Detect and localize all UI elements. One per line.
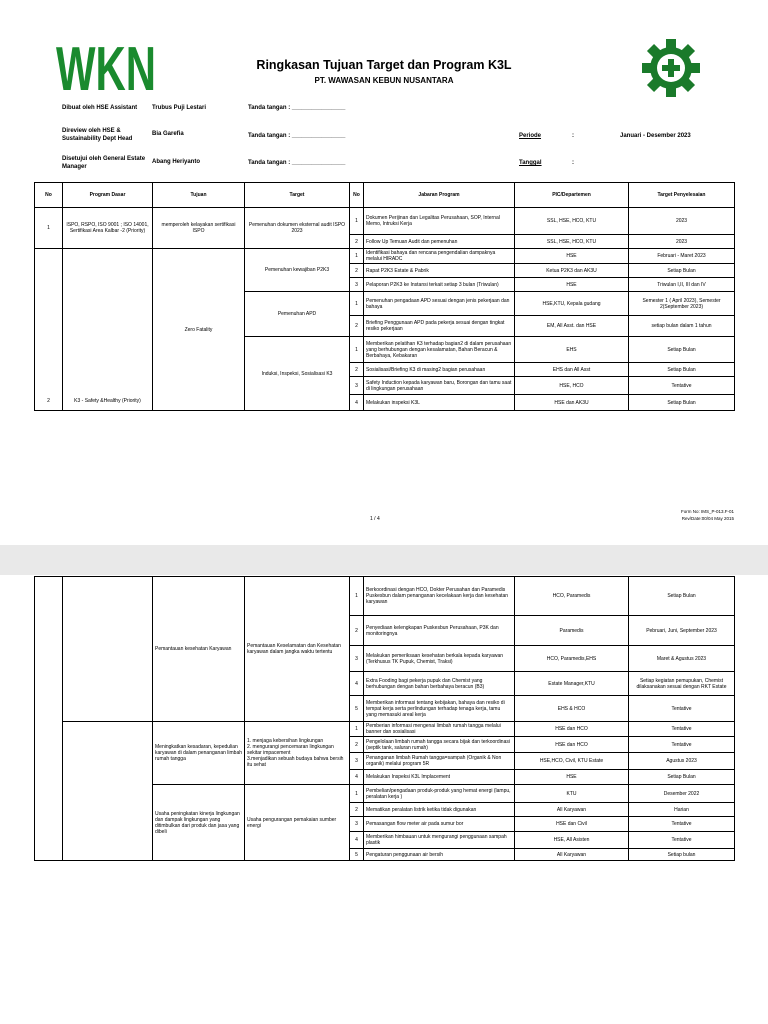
tanggal-separator: :	[572, 160, 574, 166]
prepared-by-label: Dibuat oleh HSE Assistant	[62, 105, 138, 111]
periode-label: Periode	[519, 133, 542, 139]
program-dasar: ISPO, RSPO, ISO 9001 ; ISO 14001, Sertifikasi Area Kalbar -2 (Priority)	[63, 208, 153, 249]
selesai: Agustus 2023	[629, 753, 735, 770]
jabaran: Pengelolaan limbah rumah tangga secara bijak dan terkoordinasi (septik tank, saluran rumah)	[364, 737, 515, 753]
pic: Estate Manager,KTU	[515, 672, 629, 696]
target: Pemantauan Keselamatan dan Kesehatan karyawan dalam jangka waktu tertentu	[245, 577, 350, 722]
jabaran: Identifikasi bahaya dan rencana pengendalian dampaknya melalui HIRADC	[364, 249, 515, 264]
jabaran: Memberikan informasi tentang kebijakan, bahaya dan resiko di tempat kerja serta perlindungan terhadap tenaga kerja, tamu yang memasuki areal kerja	[364, 696, 515, 722]
table-row	[35, 208, 735, 235]
selesai: Tentative	[629, 832, 735, 849]
selesai: Semester 1 ( April 2023), Semester 2(September 2023)	[629, 292, 735, 316]
row-no: 2	[350, 803, 364, 817]
target: Usaha pengurangan pemakaian sumber energi	[245, 785, 350, 861]
row-no: 2	[350, 616, 364, 646]
col-tujuan: Tujuan	[153, 183, 245, 208]
row-no: 2	[350, 235, 364, 249]
jabaran: Pelaporan P2K3 ke Instansi terkait setiap 3 bulan (Triwulan)	[364, 278, 515, 292]
row-no: 1	[350, 292, 364, 316]
selesai: Tentative	[629, 737, 735, 753]
row-no: 4	[350, 672, 364, 696]
pic: HSE dan Civil	[515, 817, 629, 832]
pic: All Karyawan	[515, 849, 629, 861]
col-target: Target	[245, 183, 350, 208]
periode-separator: :	[572, 133, 574, 139]
pic: Paramedis	[515, 616, 629, 646]
approved-by-label: Disetujui oleh General Estate Manager	[62, 156, 146, 170]
jabaran: Follow Up Temuan Audit dan pemenuhan	[364, 235, 515, 249]
pic: HSE	[515, 249, 629, 264]
col-jabaran-program: Jabaran Program	[364, 183, 515, 208]
wkn-logo	[56, 35, 158, 104]
col-program-dasar: Program Dasar	[63, 183, 153, 208]
selesai: Harian	[629, 803, 735, 817]
jabaran: Pemasangan flow meter air pada sumur bor	[364, 817, 515, 832]
prepared-by-name: Trubus Puji Lestari	[152, 105, 207, 111]
pic: HSE dan HCO	[515, 737, 629, 753]
selesai: Setiap Bulan	[629, 395, 735, 411]
selesai: Setiap Bulan	[629, 577, 735, 616]
group-no: 1	[35, 208, 63, 249]
group-no: 2	[35, 249, 63, 411]
jabaran: Memberikan himbauan untuk mengurangi penggunaan sampah plastik	[364, 832, 515, 849]
tujuan: memperoleh kelayakan sertifikasi ISPO	[153, 208, 245, 249]
group-no	[35, 577, 63, 861]
jabaran: Pemberian informasi mengenai limbah rumah tangga melalui banner dan sosialisasi	[364, 722, 515, 737]
jabaran: Penanganan limbah Rumah tangga=sampah (Organik & Non organik) melalui program 5R	[364, 753, 515, 770]
row-no: 1	[350, 577, 364, 616]
pic: HSE dan HCO	[515, 722, 629, 737]
pic: EM, All Asst. dan HSE	[515, 316, 629, 337]
row-no: 1	[350, 208, 364, 235]
reviewed-by-name: Bia Garefia	[152, 131, 184, 137]
program-table-page-2	[34, 576, 735, 861]
periode-value: Januari - Desember 2023	[620, 133, 691, 139]
row-no: 4	[350, 832, 364, 849]
row-no: 2	[350, 737, 364, 753]
row-no: 2	[350, 363, 364, 377]
selesai: 2023	[629, 208, 735, 235]
selesai: Maret & Agustus 2023	[629, 646, 735, 672]
program-dasar	[63, 722, 153, 861]
table-row	[35, 249, 735, 264]
col-pic: PIC/Departemen	[515, 183, 629, 208]
col-no: No	[35, 183, 63, 208]
program-dasar: K3 - Safety &Healthy (Priority)	[63, 249, 153, 411]
pic: HSE,KTU, Kepala gudang	[515, 292, 629, 316]
target: Pemenuhan kewajiban P2K3	[245, 249, 350, 292]
row-no: 1	[350, 249, 364, 264]
row-no: 3	[350, 377, 364, 395]
tanggal-label: Tanggal	[519, 160, 542, 166]
pic: KTU	[515, 785, 629, 803]
pic: SSL, HSE, HCO, KTU	[515, 208, 629, 235]
target-list	[245, 722, 350, 785]
pic: EHS & HCO	[515, 696, 629, 722]
pic: HSE,HCO, Civil, KTU Estate	[515, 753, 629, 770]
jabaran: Pembelian/pengadaan produk-produk yang hemat energi (lampu, peralatan kerja )	[364, 785, 515, 803]
tujuan: Meningkatkan kesadaran, kepedulian karyawan di dalam penanganan limbah rumah tangga	[153, 722, 245, 785]
program-dasar	[63, 577, 153, 722]
jabaran: Sosialisasi/Briefing K3 di masing2 bagian perusahaan	[364, 363, 515, 377]
pic: HCO, Paramedis,EHS	[515, 646, 629, 672]
row-no: 2	[350, 264, 364, 278]
jabaran: Memberikan pelatihan K3 terhadap bagian2 di dalam perusahaan yang berhubungan dengan kesalamatan, Bahan Beracun & Berbahaya, Kebakaran	[364, 337, 515, 363]
selesai: setiap bulan dalam 1 tahun	[629, 316, 735, 337]
tujuan: Zero Fatality	[153, 249, 245, 411]
jabaran: Melakukan pemeriksaan kesehatan berkala kepada karyawan (Terkhusus TK Pupuk, Chemist, Traksi)	[364, 646, 515, 672]
pic: HSE	[515, 278, 629, 292]
selesai: Tentative	[629, 817, 735, 832]
row-no: 3	[350, 753, 364, 770]
selesai: Setiap Bulan	[629, 770, 735, 785]
revision-date: Rev/Date:00/04 May 2015	[681, 516, 734, 521]
jabaran: Dokumen Perijinan dan Legalitas Perusahaan, SOP, Internal Memo, Intruksi Kerja	[364, 208, 515, 235]
target: Pemenuhan dokumen eksternal audit ISPO 2023	[245, 208, 350, 249]
selesai: Desember 2022	[629, 785, 735, 803]
jabaran: Safety Induction kepada karyawan baru, Borongan dan tamu saat di lingkungan perusahaan	[364, 377, 515, 395]
pic: SSL, HSE, HCO, KTU	[515, 235, 629, 249]
row-no: 1	[350, 337, 364, 363]
selesai: Tentative	[629, 696, 735, 722]
pic: EHS	[515, 337, 629, 363]
jabaran: Pengaturan penggunaan air bersih	[364, 849, 515, 861]
jabaran: Mematikan peralatan listrik ketika tidak digunakan	[364, 803, 515, 817]
pic: HCO, Paramedis	[515, 577, 629, 616]
selesai: Setiap bulan	[629, 849, 735, 861]
pic: HSE, All Asisten	[515, 832, 629, 849]
jabaran: Penyediaan kelengkapan Puskesbun Perusahaan, P3K dan monitoringnya	[364, 616, 515, 646]
reviewed-by-signature: Tanda tangan : ________________	[248, 133, 346, 139]
selesai: 2023	[629, 235, 735, 249]
form-info	[660, 508, 734, 522]
pic: HSE dan AK3U	[515, 395, 629, 411]
table-row	[35, 577, 735, 616]
program-table-page-1	[34, 182, 735, 411]
document-title: Ringkasan Tujuan Target dan Program K3L	[256, 58, 512, 72]
wkn-logo-text: WKN	[56, 35, 156, 104]
col-no-2: No	[350, 183, 364, 208]
row-no: 3	[350, 278, 364, 292]
selesai: Tentative	[629, 377, 735, 395]
form-number: Form No: IMS_P-013.F-01	[680, 509, 734, 514]
selesai: Setiap Bulan	[629, 363, 735, 377]
selesai: Pebruari, Juni, September 2023	[629, 616, 735, 646]
selesai: Setiap Bulan	[629, 337, 735, 363]
tujuan: Pemantauan kesehatan Karyawan	[153, 577, 245, 722]
jabaran: Pemenuhan pengadaan APD sesuai dengan jenis pekerjaan dan bahaya	[364, 292, 515, 316]
jabaran: Melakukan inspeksi K3L	[364, 395, 515, 411]
row-no: 4	[350, 395, 364, 411]
target-item: 1. menjaga kebersihan lingkungan	[247, 738, 324, 744]
table-row	[35, 722, 735, 737]
tujuan: Usaha peningkatan kinerja lingkungan dan dampak lingkungan yang ditimbulkan dari produk dan jasa yang dibeli	[153, 785, 245, 861]
approved-by-signature: Tanda tangan : ________________	[248, 160, 346, 166]
row-no: 1	[350, 722, 364, 737]
target-item: 3.menjadikan sebuah budaya bahwa bersih itu sehat	[247, 756, 344, 768]
row-no: 3	[350, 646, 364, 672]
approved-by-name: Abang Heriyanto	[152, 159, 201, 165]
target: Induksi, Inspeksi, Sosialisasi K3	[245, 337, 350, 411]
table-header-row	[35, 183, 735, 208]
target: Pemenuhan APD	[245, 292, 350, 337]
row-no: 2	[350, 316, 364, 337]
company-name: PT. WAWASAN KEBUN NUSANTARA	[314, 76, 454, 85]
jabaran: Extra Fooding bagi pekerja pupuk dan Chemist yang berhubungan dengan bahan berbahaya beracun (B3)	[364, 672, 515, 696]
jabaran: Briefing Penggunaan APD pada pekerja sesuai dengan tingkat resiko pekerjaan	[364, 316, 515, 337]
jabaran: Rapat P2K3 Estate & Pabrik	[364, 264, 515, 278]
page-separator	[0, 545, 768, 575]
jabaran: Berkoordinasi dengan HCO, Dokter Perusahan dan Paramedis Puskesbun dalam penanganan kecelakaan kerja dan kesehatan karyawan	[364, 577, 515, 616]
row-no: 4	[350, 770, 364, 785]
pic: All Karyawan	[515, 803, 629, 817]
row-no: 5	[350, 696, 364, 722]
pic: EHS dan All Asst	[515, 363, 629, 377]
k3-gear-cross-icon	[636, 38, 706, 98]
target-item: 2. mengurangi pencemaran lingkungan sekitar impacement	[247, 744, 334, 756]
pic: Ketua P2K3 dan AK3U	[515, 264, 629, 278]
pic: HSE, HCO	[515, 377, 629, 395]
document-page-2	[0, 575, 768, 1024]
col-target-penyelesaian: Target Penyelesaian	[629, 183, 735, 208]
selesai: Tentative	[629, 722, 735, 737]
prepared-by-signature: Tanda tangan : ________________	[248, 105, 346, 111]
page-number: 1 / 4	[370, 516, 380, 522]
selesai: Triwulan I,II, III dan IV	[629, 278, 735, 292]
selesai: Februari - Maret 2023	[629, 249, 735, 264]
reviewed-by-label: Direview oleh HSE & Sustainability Dept Head	[62, 128, 133, 142]
selesai: Setiap kegiatan pemupukan, Chemist dilaksanakan sesuai dengan RKT Estate	[629, 672, 735, 696]
row-no: 5	[350, 849, 364, 861]
row-no: 1	[350, 785, 364, 803]
row-no: 3	[350, 817, 364, 832]
selesai: Setiap Bulan	[629, 264, 735, 278]
jabaran: Melakukan Inspeksi K3L Implacement	[364, 770, 515, 785]
pic: HSE	[515, 770, 629, 785]
